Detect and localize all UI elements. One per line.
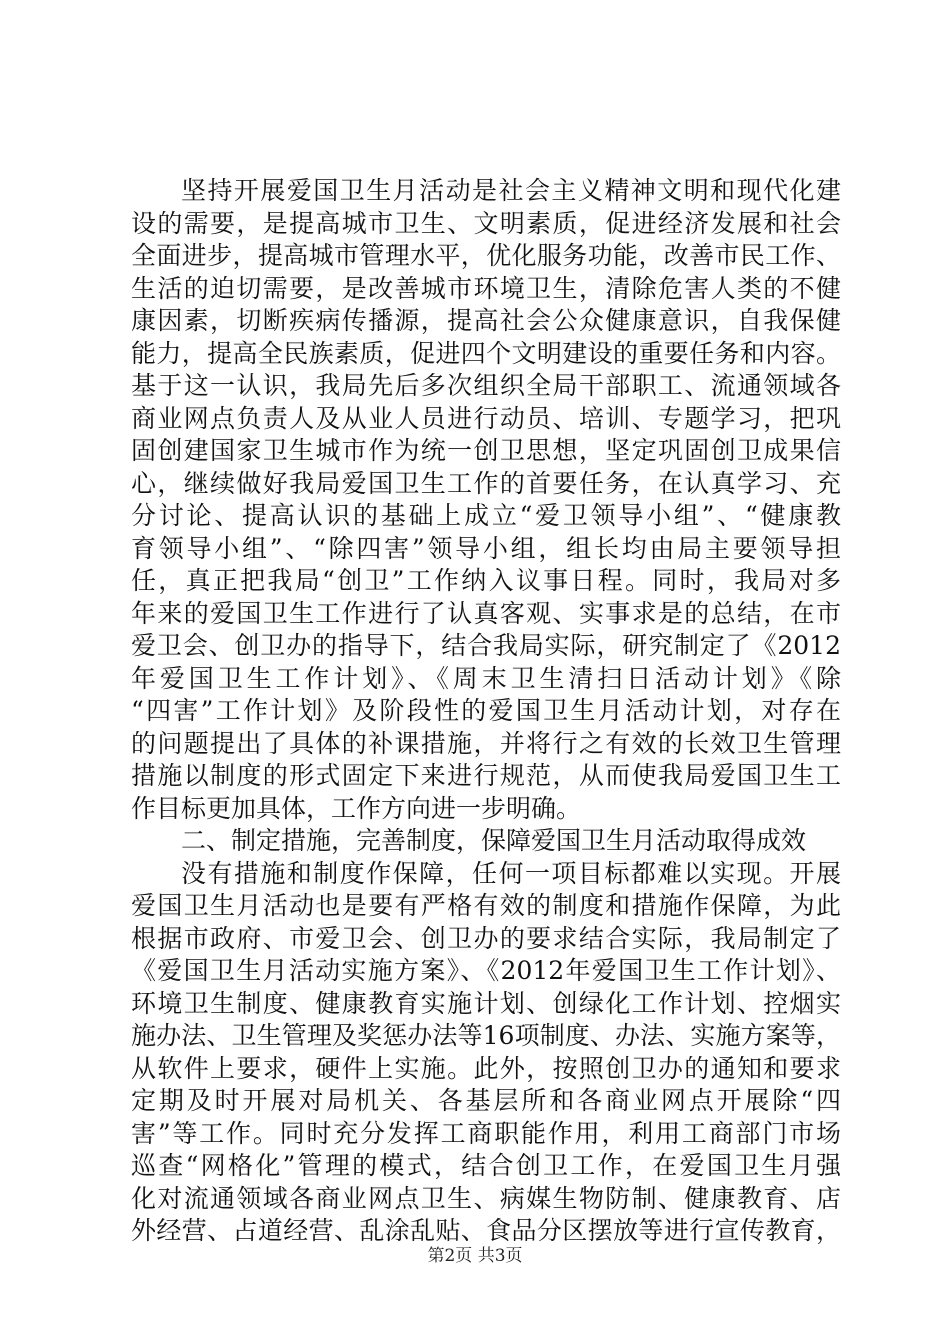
text-line: 巡查“网格化”管理的模式，结合创卫工作，在爱国卫生月强 — [131, 1151, 841, 1180]
text-line: 全面进步，提高城市管理水平，优化服务功能，改善市民工作、 — [131, 241, 841, 270]
text-line: 施办法、卫生管理及奖惩办法等16项制度、办法、实施方案等， — [131, 1021, 841, 1050]
text-line: 爱国卫生月活动也是要有严格有效的制度和措施作保障，为此 — [131, 891, 841, 920]
text-line: 商业网点负责人及从业人员进行动员、培训、专题学习，把巩 — [131, 403, 841, 433]
text-line: 固创建国家卫生城市作为统一创卫思想，坚定巩固创卫成果信 — [131, 436, 841, 465]
text-line: 心，继续做好我局爱国卫生工作的首要任务，在认真学习、充 — [131, 468, 841, 498]
text-line: 任，真正把我局“创卫”工作纳入议事日程。同时，我局对多 — [131, 566, 841, 595]
text-line: 设的需要，是提高城市卫生、文明素质，促进经济发展和社会 — [131, 208, 841, 238]
page-footer: 第2页 共3页 — [427, 1246, 523, 1266]
text-line: 能力，提高全民族素质，促进四个文明建设的重要任务和内容。 — [131, 338, 841, 368]
text-line: 化对流通领域各商业网点卫生、病媒生物防制、健康教育、店 — [131, 1183, 841, 1213]
text-line: 生活的迫切需要，是改善城市环境卫生，清除危害人类的不健 — [131, 273, 841, 303]
text-line: 坚持开展爱国卫生月活动是社会主义精神文明和现代化建 — [181, 176, 841, 205]
text-line: 分讨论、提高认识的基础上成立“爱卫领导小组”、“健康教 — [131, 501, 841, 530]
text-line: 作目标更加具体，工作方向进一步明确。 — [131, 793, 582, 823]
text-line: 从软件上要求，硬件上实施。此外，按照创卫办的通知和要求 — [131, 1053, 841, 1083]
text-line: 环境卫生制度、健康教育实施计划、创绿化工作计划、控烟实 — [131, 988, 841, 1018]
text-line: “四害”工作计划》及阶段性的爱国卫生月活动计划，对存在 — [131, 696, 841, 725]
text-line: 根据市政府、市爱卫会、创卫办的要求结合实际，我局制定了 — [131, 923, 841, 953]
text-line: 害”等工作。同时充分发挥工商职能作用，利用工商部门市场 — [131, 1118, 841, 1148]
text-line: 外经营、占道经营、乱涂乱贴、食品分区摆放等进行宣传教育， — [131, 1216, 841, 1245]
text-line: 的问题提出了具体的补课措施，并将行之有效的长效卫生管理 — [131, 728, 841, 758]
text-line: 育领导小组”、“除四害”领导小组，组长均由局主要领导担 — [131, 533, 841, 563]
text-line: 《爱国卫生月活动实施方案》、《2012年爱国卫生工作计划》、 — [131, 956, 841, 985]
text-line: 康因素，切断疾病传播源，提高社会公众健康意识，自我保健 — [131, 306, 841, 335]
section-heading: 二、制定措施，完善制度，保障爱国卫生月活动取得成效 — [181, 826, 807, 855]
text-line: 爱卫会、创卫办的指导下，结合我局实际，研究制定了《2012 — [131, 631, 841, 660]
text-line: 基于这一认识，我局先后多次组织全局干部职工、流通领域各 — [131, 371, 841, 400]
text-line: 年来的爱国卫生工作进行了认真客观、实事求是的总结，在市 — [131, 598, 841, 628]
text-line: 措施以制度的形式固定下来进行规范，从而使我局爱国卫生工 — [131, 761, 841, 790]
text-line: 没有措施和制度作保障，任何一项目标都难以实现。开展 — [181, 858, 841, 888]
body-text — [131, 175, 841, 1248]
text-line: 年爱国卫生工作计划》、《周末卫生清扫日活动计划》《除 — [131, 663, 841, 693]
text-line: 定期及时开展对局机关、各基层所和各商业网点开展除“四 — [131, 1086, 841, 1115]
